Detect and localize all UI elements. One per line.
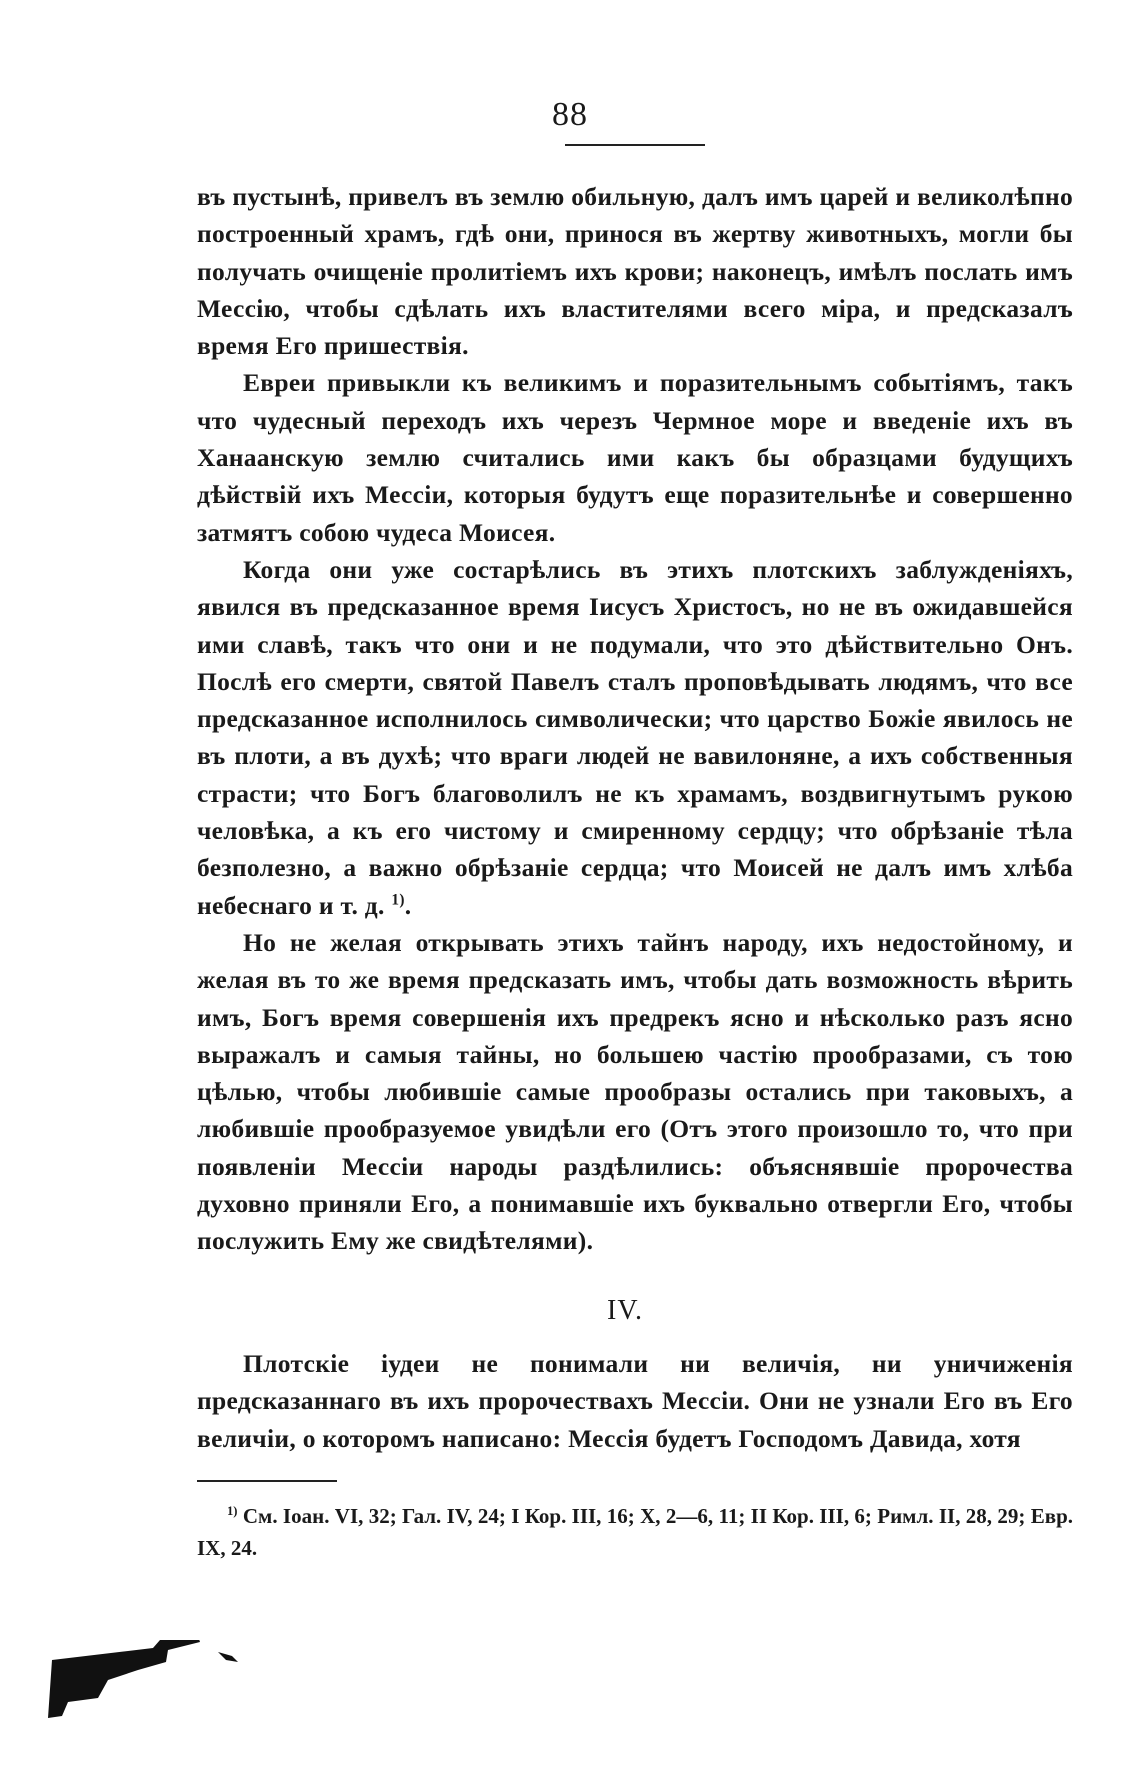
paragraph-3: Когда они уже состарѣлись въ этихъ плотскихъ заблужденіяхъ, явился въ предсказанное время Іисусъ Христосъ, но не въ ожидавшейся ими славѣ, такъ что они и не подумали, что это дѣйствительно Онъ. Послѣ его смерти, святой Павелъ сталъ проповѣдывать людямъ, что все предсказанное исполнилось символически; что царство Божіе явилось не въ плоти, а въ духѣ; что враги людей не вавилоняне, а ихъ собственныя страсти; что Богъ благоволилъ не къ храмамъ, воздвигнутымъ рукою человѣка, а къ его чистому и смиренному сердцу; что обрѣзаніе тѣла безполезно, а важно обрѣзаніе сердца; что Моисей не далъ имъ хлѣба небеснаго и т. д. $^{1)}$.	[197, 554, 1073, 920]
paragraph-4: Но не желая открывать этихъ тайнъ народу, ихъ недостойному, и желая въ то же время предсказать имъ, чтобы дать возможность вѣрить имъ, Богъ время совершенія ихъ предрекъ ясно и нѣсколько разъ ясно выражалъ и самыя тайны, но большею частію прообразами, съ тою цѣлью, чтобы любившіе самые прообразы остались при таковыхъ, а любившіе прообразуемое увидѣли его (Отъ этого произошло то, что при появленіи Мессіи народы раздѣлились: объяснявшіе пророчества духовно приняли Его, а понимавшіе ихъ буквально отвергли Его, чтобы послужить Ему же свидѣтелями).	[197, 927, 1073, 1256]
footnote	[197, 1500, 1073, 1564]
scan-artifact	[48, 1640, 248, 1720]
section-paragraph: Плотскіе іудеи не понимали ни величія, ни уничиженія предсказаннаго въ ихъ пророчествахъ Мессіи. Они не узнали Его въ Его величіи, о которомъ написано: Мессія будетъ Господомъ Давида, хотя	[197, 1349, 1073, 1453]
page-number: 88	[552, 96, 588, 133]
footnote-text: См. Іоан. VI, 32; Гал. IV, 24; I Кор. III, 16; X, 2—6, 11; II Кор. III, 6; Римл. II, 28, 29; Евр. IX, 24.	[197, 1504, 1074, 1560]
footnote-rule	[197, 1480, 337, 1482]
footnote-marker: 1)	[227, 1504, 238, 1518]
section-text	[197, 1345, 1073, 1457]
body-text	[197, 178, 1073, 1260]
footnote-reference: 1)	[391, 891, 405, 909]
section-heading: IV.	[607, 1295, 643, 1326]
paragraph-3-text: Когда они уже состарѣлись въ этихъ плотскихъ заблужденіяхъ, явился въ предсказанное время Іисусъ Христосъ, но не въ ожидавшейся ими славѣ, такъ что они и не подумали, что это дѣйствительно Онъ. Послѣ его смерти, святой Павелъ сталъ проповѣдывать людямъ, что все предсказанное исполнилось символически; что царство Божіе явилось не въ плоти, а въ духѣ; что враги людей не вавилоняне, а ихъ собственныя страсти; что Богъ благоволилъ не къ храмамъ, воздвигнутымъ рукою человѣка, а къ его чистому и смиренному сердцу; что обрѣзаніе тѣла безполезно, а важно обрѣзаніе сердца; что Моисей не далъ имъ хлѣба небеснаго и т. д.	[197, 554, 1073, 920]
page-number-rule	[565, 144, 705, 146]
paragraph-2: Евреи привыкли къ великимъ и поразительнымъ событіямъ, такъ что чудесный переходъ ихъ черезъ Чермное море и введеніе ихъ въ Ханаанскую землю считались ими какъ бы образцами будущихъ дѣйствій ихъ Мессіи, которыя будутъ еще поразительнѣе и совершенно затмятъ собою чудеса Моисея.	[197, 368, 1073, 547]
paragraph-1: въ пустынѣ, привелъ въ землю обильную, далъ имъ царей и великолѣпно построенный храмъ, гдѣ они, принося въ жертву животныхъ, могли бы получать очищеніе пролитіемъ ихъ крови; наконецъ, имѣлъ послать имъ Мессію, чтобы сдѣлать ихъ властителями всего міра, и предсказалъ время Его пришествія.	[197, 182, 1073, 361]
